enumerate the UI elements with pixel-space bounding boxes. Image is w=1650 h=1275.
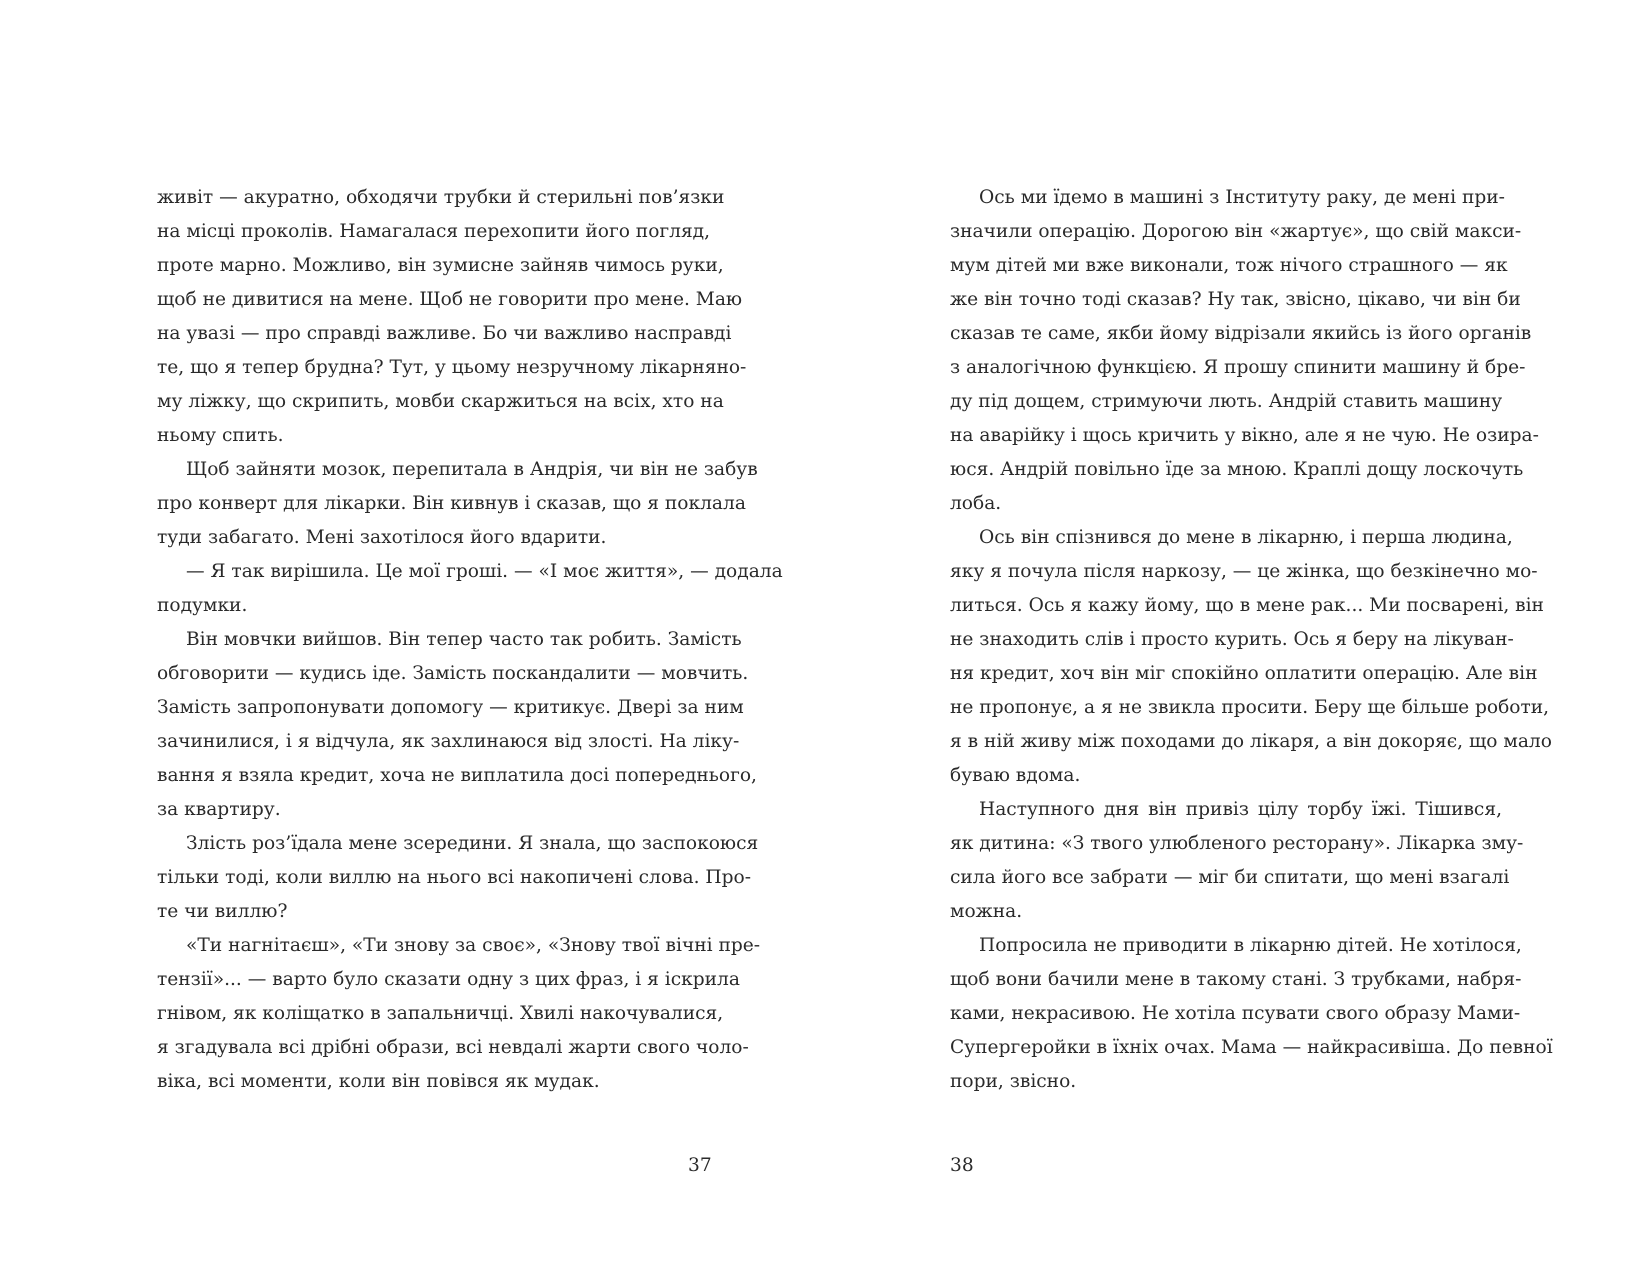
text-line: сила його все забрати — міг би спитати, що мені взагалі [950, 867, 1510, 888]
text-line: на місці проколів. Намагалася перехопити його погляд, [157, 221, 711, 242]
text-line: вання я взяла кредит, хоча не виплатила досі попереднього, [157, 765, 757, 786]
text-line: мум дітей ми вже виконали, тож нічого страшного — як [950, 255, 1508, 276]
text-line: туди забагато. Мені захотілося його вдарити. [157, 527, 607, 548]
text-line: те, що я тепер брудна? Тут, у цьому незручному лікарняно- [157, 357, 747, 378]
text-line: «Ти нагнітаєш», «Ти знову за своє», «Знову твої вічні пре- [186, 935, 761, 956]
text-line: про конверт для лікарки. Він кивнув і сказав, що я поклала [157, 493, 746, 514]
text-line: як дитина: «З твого улюбленого ресторану». Лікарка зму- [950, 833, 1524, 854]
text-line: яку я почула після наркозу, — це жінка, що безкінечно мо- [950, 561, 1538, 582]
text-line: на увазі — про справді важливе. Бо чи важливо насправді [157, 323, 732, 344]
text-line: тільки тоді, коли виллю на нього всі накопичені слова. Про- [157, 867, 752, 888]
text-line: можна. [950, 901, 1023, 922]
text-line: з аналогічною функцією. Я прошу спинити машину й бре- [950, 357, 1526, 378]
text-line: проте марно. Можливо, він зумисне зайняв чимось руки, [157, 255, 724, 276]
text-line: не пропонує, а я не звикла просити. Беру ще більше роботи, [950, 697, 1550, 718]
text-line: Він мовчки вийшов. Він тепер часто так робить. Замість [186, 629, 742, 650]
text-line: ду під дощем, стримуючи лють. Андрій ставить машину [950, 391, 1503, 412]
text-line: я в ній живу між походами до лікаря, а він докоряє, що мало [950, 731, 1552, 752]
text-line: гнівом, як коліщатко в запальничці. Хвилі накочувалися, [157, 1003, 724, 1024]
text-line: щоб не дивитися на мене. Щоб не говорити про мене. Маю [157, 289, 743, 310]
text-line: живіт — акуратно, обходячи трубки й стерильні пов’язки [157, 187, 725, 208]
text-line: щоб вони бачили мене в такому стані. З трубками, набря- [950, 969, 1522, 990]
text-line: значили операцію. Дорогою він «жартує», що свій макси- [950, 221, 1522, 242]
text-line: Злість роз’їдала мене зсередини. Я знала, що заспокоюся [186, 833, 759, 854]
text-line: литься. Ось я кажу йому, що в мене рак... Ми посварені, він [950, 595, 1544, 616]
text-line: зачинилися, і я відчула, як захлинаюся від злості. На ліку- [157, 731, 740, 752]
text-line: ками, некрасивою. Не хотіла псувати свого образу Мами- [950, 1003, 1521, 1024]
text-line: за квартиру. [157, 799, 281, 820]
text-line: — Я так вирішила. Це мої гроші. — «І моє життя», — додала [186, 561, 783, 582]
left-page-number: 37 [688, 1155, 712, 1176]
text-line: ньому спить. [157, 425, 284, 446]
text-line: сказав те саме, якби йому відрізали якийсь із його органів [950, 323, 1532, 344]
text-line: Попросила не приводити в лікарню дітей. Не хотілося, [979, 935, 1522, 956]
text-line: Щоб зайняти мозок, перепитала в Андрія, чи він не забув [186, 459, 758, 480]
text-line: не знаходить слів і просто курить. Ось я беру на лікуван- [950, 629, 1514, 650]
text-line: подумки. [157, 595, 248, 616]
text-line: Ось він спізнився до мене в лікарню, і перша людина, [979, 527, 1513, 548]
text-line: же він точно тоді сказав? Ну так, звісно, цікаво, чи він би [950, 289, 1521, 310]
text-line: віка, всі моменти, коли він повівся як мудак. [157, 1071, 600, 1092]
text-line: ня кредит, хоч він міг спокійно оплатити операцію. Але він [950, 663, 1538, 684]
text-line: юся. Андрій повільно їде за мною. Краплі дощу лоскочуть [950, 459, 1524, 480]
text-line: я згадувала всі дрібні образи, всі невдалі жарти свого чоло- [157, 1037, 749, 1058]
text-line: Супергеройки в їхніх очах. Мама — найкрасивіша. До певної [950, 1037, 1553, 1058]
text-line: му ліжку, що скрипить, мовби скаржиться на всіх, хто на [157, 391, 724, 412]
right-page-number: 38 [950, 1155, 974, 1176]
text-line: лоба. [950, 493, 1002, 514]
text-line: Наступного дня він привіз цілу торбу їжі. Тішився, [979, 799, 1502, 820]
text-line: Ось ми їдемо в машині з Інституту раку, де мені при- [979, 187, 1505, 208]
text-line: пори, звісно. [950, 1071, 1077, 1092]
text-line: тензії»... — варто було сказати одну з цих фраз, і я іскрила [157, 969, 740, 990]
text-line: обговорити — кудись іде. Замість поскандалити — мовчить. [157, 663, 749, 684]
text-line: буваю вдома. [950, 765, 1081, 786]
right-page-text [950, 181, 1553, 1099]
left-page-text [157, 181, 783, 1099]
text-line: те чи виллю? [157, 901, 288, 922]
text-line: на аварійку і щось кричить у вікно, але я не чую. Не озира- [950, 425, 1539, 446]
text-line: Замість запропонувати допомогу — критикує. Двері за ним [157, 697, 744, 718]
